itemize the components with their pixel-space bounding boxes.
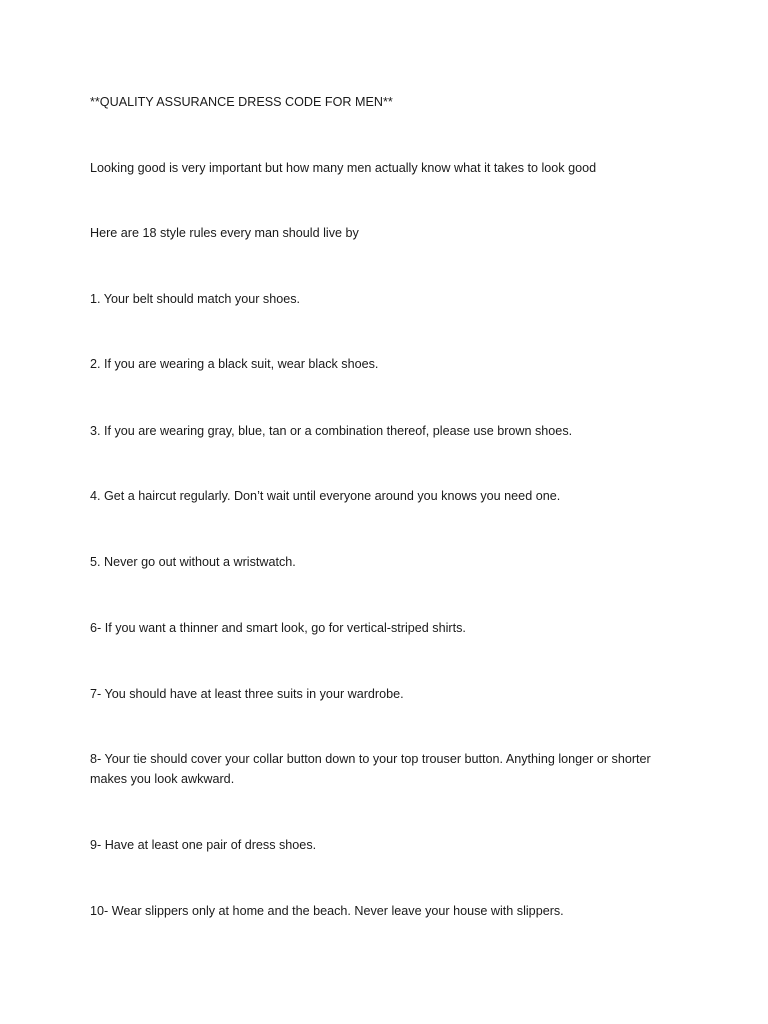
rule-item: 2. If you are wearing a black suit, wear black shoes. [90,357,379,371]
intro-paragraph: Looking good is very important but how many men actually know what it takes to look good [90,161,597,175]
document-title: **QUALITY ASSURANCE DRESS CODE FOR MEN** [90,95,393,109]
rule-item: 5. Never go out without a wristwatch. [90,555,296,569]
rule-item: 10- Wear slippers only at home and the beach. Never leave your house with slippers. [90,904,564,918]
rule-item: 7- You should have at least three suits in your wardrobe. [90,687,404,701]
rule-item: 8- Your tie should cover your collar button down to your top trouser button. Anything longer or shorter makes you look awkward. [90,752,651,786]
rule-item: 1. Your belt should match your shoes. [90,292,301,306]
rule-item: 4. Get a haircut regularly. Don’t wait until everyone around you knows you need one. [90,489,561,503]
rule-item: 6- If you want a thinner and smart look, go for vertical-striped shirts. [90,621,466,635]
rule-item: 3. If you are wearing gray, blue, tan or a combination thereof, please use brown shoes. [90,424,573,438]
lead-paragraph: Here are 18 style rules every man should live by [90,226,359,240]
rule-item: 9- Have at least one pair of dress shoes. [90,838,317,852]
